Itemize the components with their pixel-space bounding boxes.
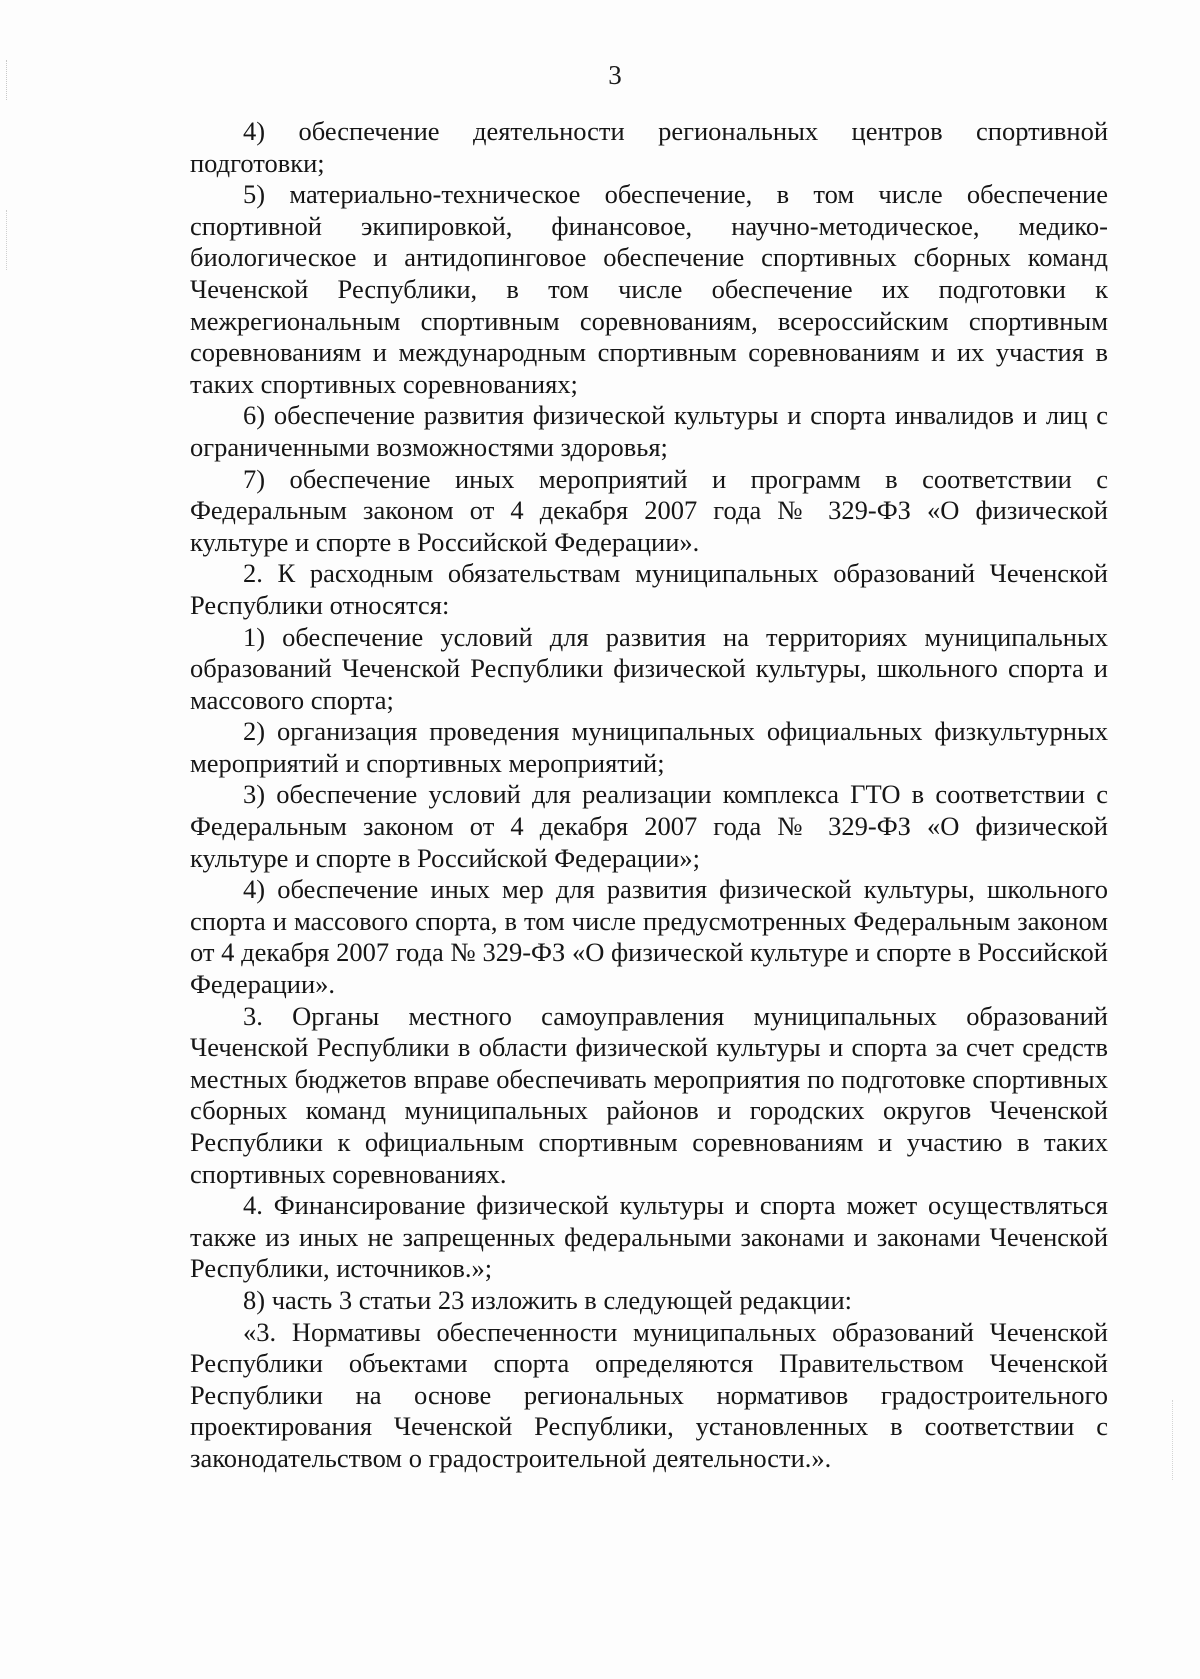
scan-artifact-right-bottom xyxy=(1172,1400,1174,1480)
paragraph-item-6-disabled-sport: 6) обеспечение развития физической культуры и спорта инвалидов и лиц с ограниченными возможностями здоровья; xyxy=(190,400,1108,462)
paragraph-section-3-local-government: 3. Органы местного самоуправления муниципальных образований Чеченской Республики в области физической культуры и спорта за счет средств местных бюджетов вправе обеспечивать мероприятия по подготовке спортивных сборных команд муниципальных районов и городских округов Чеченской Республики к официальным спортивным соревнованиям и участию в таких спортивных соревнованиях. xyxy=(190,1000,1108,1189)
paragraph-municipal-item-4: 4) обеспечение иных мер для развития физической культуры, школьного спорта и массового спорта, в том числе предусмотренных Федеральным законом от 4 декабря 2007 года № 329-ФЗ «О физической культуре и спорте в Российской Федерации». xyxy=(190,874,1108,1000)
paragraph-section-2-municipal-obligations: 2. К расходным обязательствам муниципальных образований Чеченской Республики относятся: xyxy=(190,558,1108,620)
scan-artifact-left-top xyxy=(6,60,8,100)
paragraph-municipal-item-1: 1) обеспечение условий для развития на территориях муниципальных образований Чеченской Республики физической культуры, школьного спорта и массового спорта; xyxy=(190,621,1108,715)
paragraph-municipal-item-3: 3) обеспечение условий для реализации комплекса ГТО в соответствии с Федеральным законом от 4 декабря 2007 года № 329-ФЗ «О физической культуре и спорте в Российской Федерации»; xyxy=(190,779,1108,873)
paragraph-amendment-8: 8) часть 3 статьи 23 изложить в следующей редакции: xyxy=(243,1284,853,1315)
paragraph-municipal-item-2: 2) организация проведения муниципальных официальных физкультурных мероприятий и спортивных мероприятий; xyxy=(190,716,1108,778)
paragraph-new-part-3-norms: «3. Нормативы обеспеченности муниципальных образований Чеченской Республики объектами спорта определяются Правительством Чеченской Республики на основе региональных нормативов градостроительного проектирования Чеченской Республики, установленных в соответствии с законодательством о градостроительной деятельности.». xyxy=(190,1316,1108,1473)
document-body xyxy=(190,116,1108,1475)
paragraph-item-7-other-events: 7) обеспечение иных мероприятий и программ в соответствии с Федеральным законом от 4 декабря 2007 года № 329-ФЗ «О физической культуре и спорте в Российской Федерации». xyxy=(190,463,1108,557)
paragraph-item-4-regional-centers: 4) обеспечение деятельности региональных центров спортивной подготовки; xyxy=(190,116,1108,178)
paragraph-item-5-material-support: 5) материально-техническое обеспечение, в том числе обеспечение спортивной экипировкой, финансовое, научно-методическое, медико-биологическое и антидопинговое обеспечение спортивных сборных команд Чеченской Республики, в том числе обеспечение их подготовки к межрегиональным спортивным соревнованиям, всероссийским спортивным соревнованиям и международным спортивным соревнованиям и их участия в таких спортивных соревнованиях; xyxy=(190,179,1108,399)
scan-artifact-left-middle xyxy=(6,210,8,270)
page-number: 3 xyxy=(608,60,622,90)
paragraph-section-4-financing: 4. Финансирование физической культуры и спорта может осуществляться также из иных не запрещенных федеральными законами и законами Чеченской Республики, источников.»; xyxy=(190,1190,1108,1284)
